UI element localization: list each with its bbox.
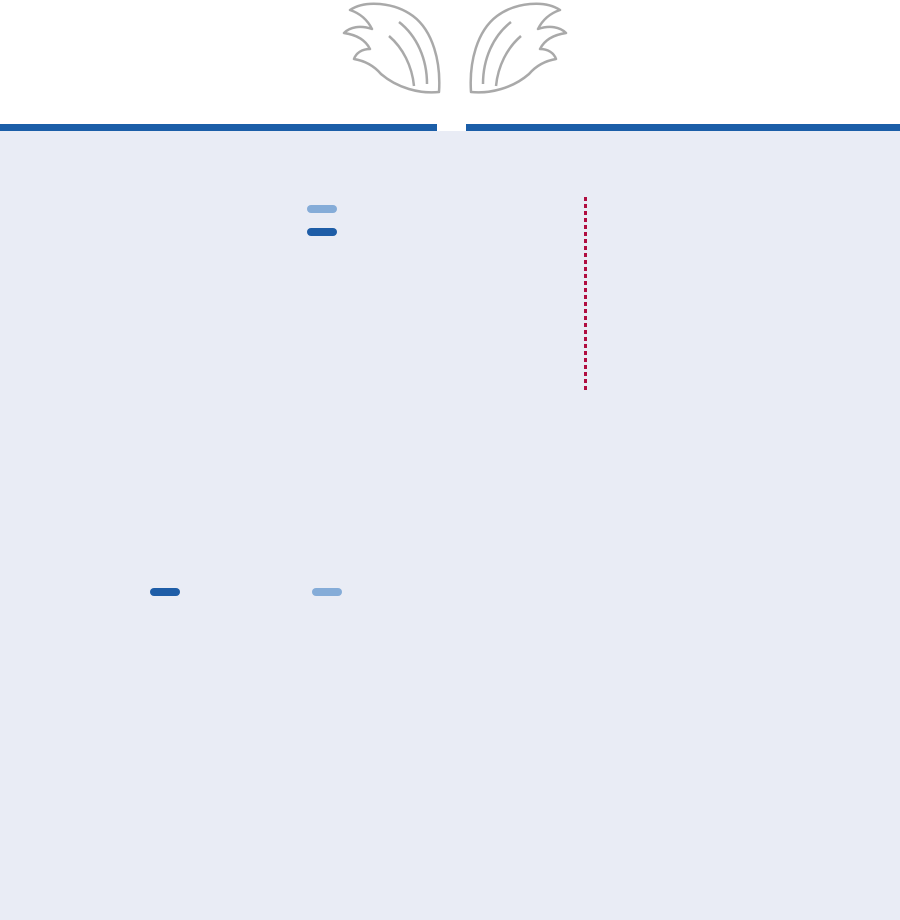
neutral-threshold-line <box>584 197 587 393</box>
angel-wings-icon <box>330 2 580 97</box>
plans-legend-swatch <box>150 588 180 596</box>
talks-legend-swatch <box>312 588 342 596</box>
branches-axis <box>584 382 874 396</box>
header-divider-left <box>0 124 437 131</box>
climate-chart-canvas <box>0 175 570 443</box>
plans-chart-canvas <box>0 605 570 820</box>
situation-legend-swatch <box>307 228 337 236</box>
outlook-legend-swatch <box>307 205 337 213</box>
branches-bar-chart <box>584 195 896 437</box>
header-divider-right <box>466 124 900 131</box>
invest-chart-canvas <box>575 595 900 817</box>
